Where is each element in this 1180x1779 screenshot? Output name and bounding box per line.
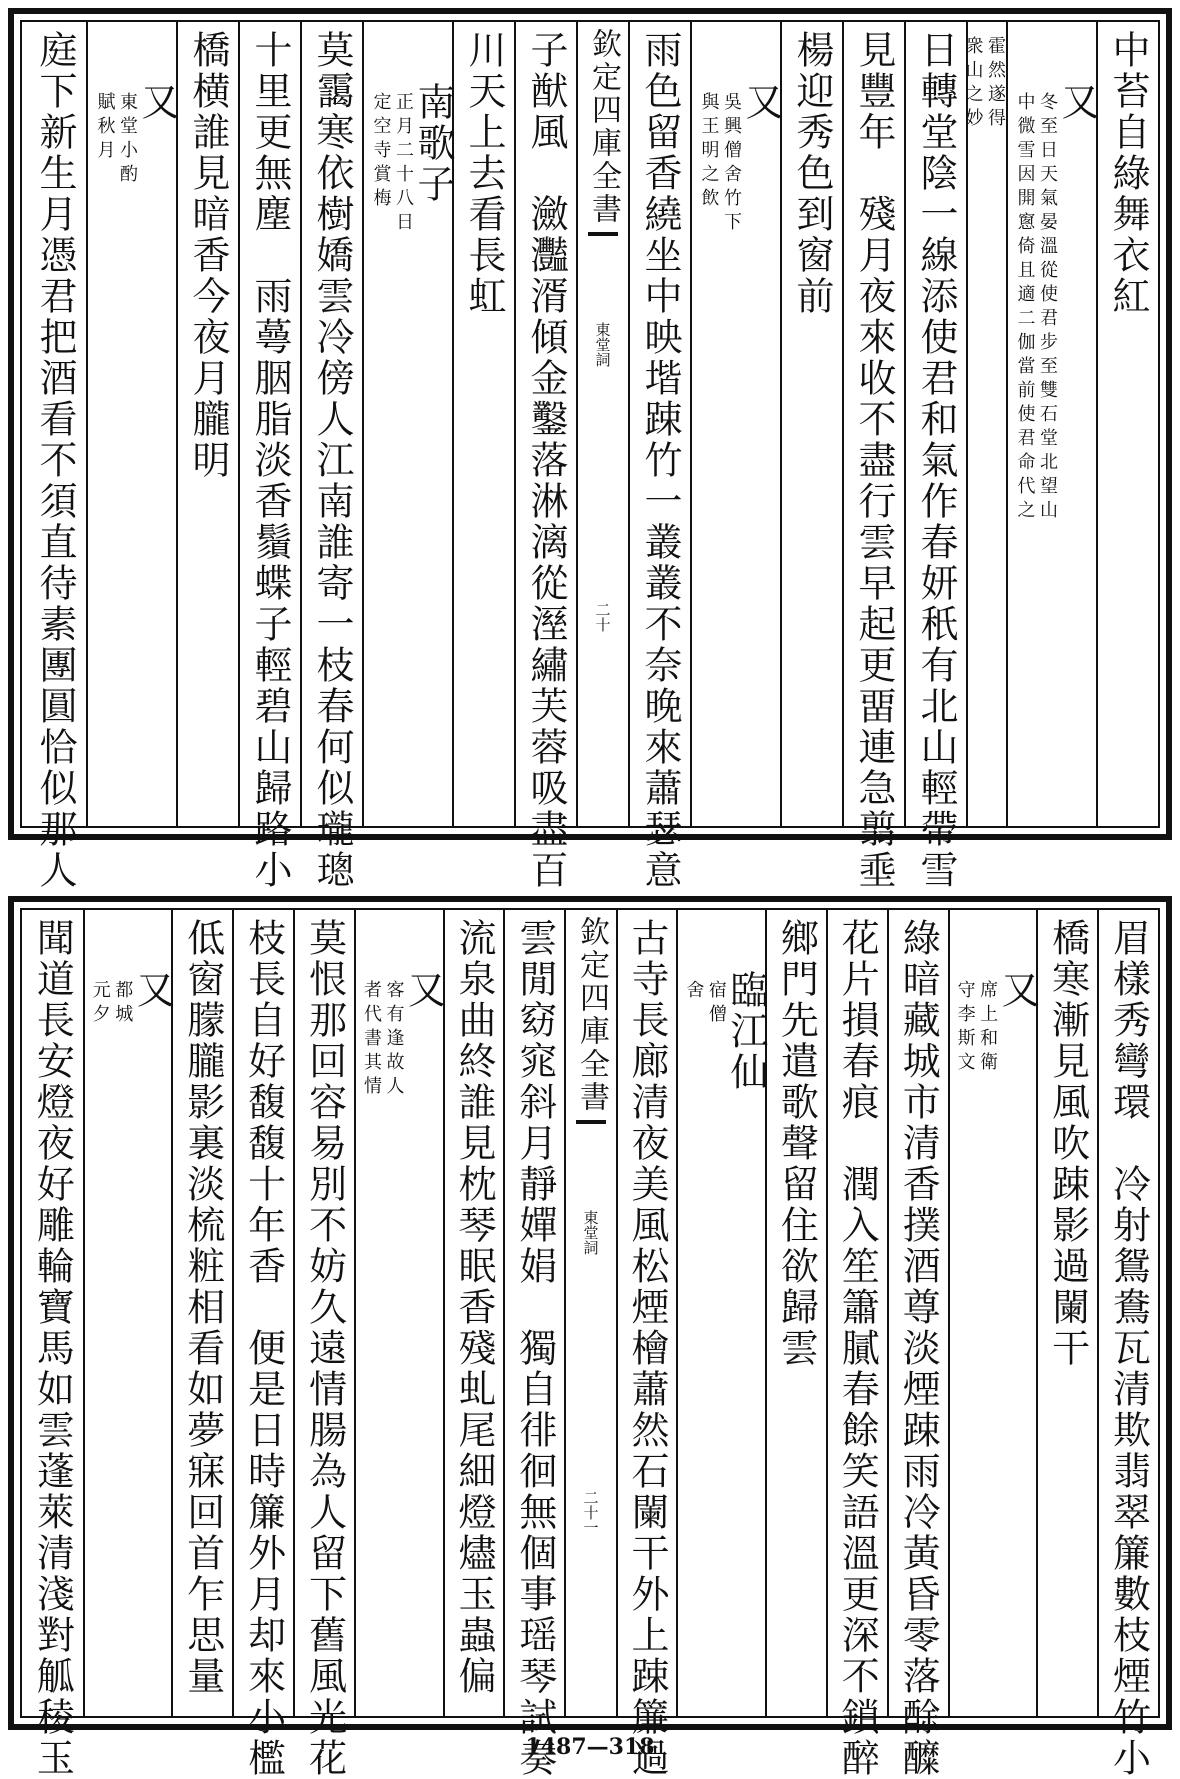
text-column xyxy=(514,22,576,891)
column-text: 綠暗藏城市清香撲酒尊淡煙踈雨冷黃昏零落酴醾 xyxy=(896,918,941,1779)
preface-note: 中微雪因開窻倚且適二伽當前使君命代之 xyxy=(1014,92,1036,524)
text-column xyxy=(904,22,966,891)
preface-note: 元夕 xyxy=(89,980,111,1028)
heading-row xyxy=(1008,22,1099,826)
preface-note: 正月二十八日 xyxy=(393,92,414,236)
heading-column xyxy=(83,910,175,1716)
center-fold xyxy=(564,910,615,1716)
preface-note: 守李斯文 xyxy=(954,980,976,1076)
tune-title: 又 xyxy=(739,82,783,123)
tune-title: 南歌子 xyxy=(411,82,455,205)
column-text: 十里更無塵 雨蕚胭脂淡香鬚蝶子輕碧山歸路小 xyxy=(248,30,292,891)
column-text: 雨色留香繞坐中映堦踈竹一叢叢不奈晚來蕭瑟意 xyxy=(638,30,682,891)
preface-note: 宿僧 xyxy=(705,980,727,1028)
text-column xyxy=(765,910,826,1716)
text-column xyxy=(24,22,86,891)
tune-title: 又 xyxy=(1055,82,1099,123)
tune-title: 臨江仙 xyxy=(723,970,768,1093)
text-column xyxy=(842,22,904,891)
preface-note: 冬至日天氣晏溫從使君步至雙石堂北望山 xyxy=(1037,92,1058,524)
text-column xyxy=(1096,22,1158,826)
preface-note: 席上和衛 xyxy=(977,980,999,1076)
heading-row xyxy=(692,22,783,826)
preface-note: 賦秋月 xyxy=(94,92,116,164)
text-column xyxy=(300,22,362,891)
heading-row xyxy=(962,22,1006,826)
fishtail-mark xyxy=(576,1120,606,1164)
note-column xyxy=(962,22,1006,826)
column-text: 枝長自好馥馥十年香 便是日時簾外月却來小檻 xyxy=(241,918,286,1779)
column-text: 子猷風 瀲灩湑傾金鑿落淋漓從溼繡芙蓉吸盡百 xyxy=(524,30,568,891)
collection-title: 欽定四庫全書 xyxy=(573,916,609,1114)
text-column xyxy=(887,910,948,1779)
text-column xyxy=(616,910,677,1779)
heading-column xyxy=(86,22,179,826)
column-text: 流泉曲終誰見枕琴眠香殘虬尾細燈燼玉蟲偏 xyxy=(451,918,496,1697)
preface-note: 吳興僧舍竹下 xyxy=(721,92,742,236)
heading-column xyxy=(362,22,455,826)
heading-row xyxy=(88,22,179,826)
text-column xyxy=(826,910,887,1779)
center-fold xyxy=(576,22,628,826)
top-page-inner-frame xyxy=(20,20,1160,891)
heading-column xyxy=(1006,22,1099,826)
text-column xyxy=(1036,910,1097,1716)
column-text: 花片損春痕 潤入笙簫膩春餘笑語溫更深不鎖醉 xyxy=(835,918,880,1779)
column-text: 莫靄寒依樹嬌雲冷傍人江南誰寄一枝春何似瓏璁 xyxy=(310,30,354,891)
column-text: 聞道長安燈夜好雕輪寶馬如雲蓬萊清淺對觚稜玉 xyxy=(30,918,75,1779)
text-column xyxy=(628,22,690,891)
column-text: 日轉堂陰一線添使君和氣作春妍秖有北山輕帶雪 xyxy=(914,30,958,891)
heading-column xyxy=(690,22,783,826)
heading-row xyxy=(85,910,175,1716)
top-columns xyxy=(22,22,1158,891)
page-code: 1487—318 xyxy=(525,1734,655,1760)
heading-row xyxy=(950,910,1040,1716)
folio-number: 二十 xyxy=(593,602,612,632)
column-text: 見豐年 殘月夜來收不盡行雲早起更畱連急翦埀 xyxy=(852,30,896,891)
text-column xyxy=(1097,910,1158,1779)
preface-note: 者代書其情 xyxy=(361,980,383,1100)
preface-note: 霍然遂得 xyxy=(985,36,1006,132)
column-text: 川天上去看長虹 xyxy=(462,30,506,317)
fishtail-mark xyxy=(588,232,618,276)
tune-title: 又 xyxy=(995,970,1040,1011)
column-text: 鄉門先遣歌聲留住欲歸雲 xyxy=(774,918,819,1369)
column-text: 低窗朦朧影裏淡梳粧相看如夢寐回首乍思量 xyxy=(180,918,225,1697)
text-column xyxy=(503,910,564,1779)
folio-number: 二十一 xyxy=(581,1490,600,1535)
preface-note: 舍 xyxy=(683,980,705,1004)
folio-title: 東堂詞 xyxy=(581,1210,600,1255)
text-column xyxy=(22,910,83,1779)
column-text: 雲閒窈窕斜月靜嬋娟 獨自徘徊無個事瑶琴試奏 xyxy=(512,918,557,1779)
heading-column xyxy=(354,910,446,1716)
preface-note: 與王明之飲 xyxy=(698,92,720,212)
heading-row xyxy=(364,22,455,826)
text-column xyxy=(176,22,238,826)
column-text: 莫恨那回容易別不妨久遠情腸為人留下舊風光花 xyxy=(302,918,347,1779)
heading-column xyxy=(676,910,768,1716)
collection-title: 欽定四庫全書 xyxy=(586,28,621,226)
column-text: 楊迎秀色到窗前 xyxy=(790,30,834,317)
text-column xyxy=(293,910,354,1779)
text-column xyxy=(232,910,293,1779)
column-text: 橋横誰見暗香今夜月朧明 xyxy=(186,30,230,481)
column-text: 中苔自綠舞衣紅 xyxy=(1106,30,1150,317)
text-column xyxy=(780,22,842,826)
text-column xyxy=(238,22,300,891)
tune-title: 又 xyxy=(130,970,175,1011)
preface-note: 東堂小酌 xyxy=(117,92,138,188)
preface-note: 都城 xyxy=(112,980,134,1028)
top-page xyxy=(8,8,1172,891)
heading-row xyxy=(678,910,768,1716)
tune-title: 又 xyxy=(401,970,446,1011)
column-text: 庭下新生月憑君把酒看不須直待素團圓恰似那人 xyxy=(33,30,77,891)
text-column xyxy=(452,22,514,826)
column-text: 橋寒漸見風吹踈影過闌干 xyxy=(1045,918,1090,1369)
preface-note: 客有逢故人 xyxy=(383,980,405,1100)
preface-note: 衆山之妙 xyxy=(962,36,984,132)
tune-title: 又 xyxy=(135,82,179,123)
heading-column xyxy=(948,910,1040,1716)
heading-row xyxy=(356,910,446,1716)
text-column xyxy=(171,910,232,1716)
preface-note: 定空寺賞梅 xyxy=(370,92,392,212)
column-text: 眉樣秀彎環 冷射鴛鴦瓦清欺翡翠簾數枝煙竹小 xyxy=(1106,918,1151,1779)
folio-title: 東堂詞 xyxy=(593,322,612,367)
text-column xyxy=(443,910,504,1716)
column-text: 古寺長廊清夜美風松煙檜蕭然石闌干外上踈簾過 xyxy=(624,918,669,1779)
